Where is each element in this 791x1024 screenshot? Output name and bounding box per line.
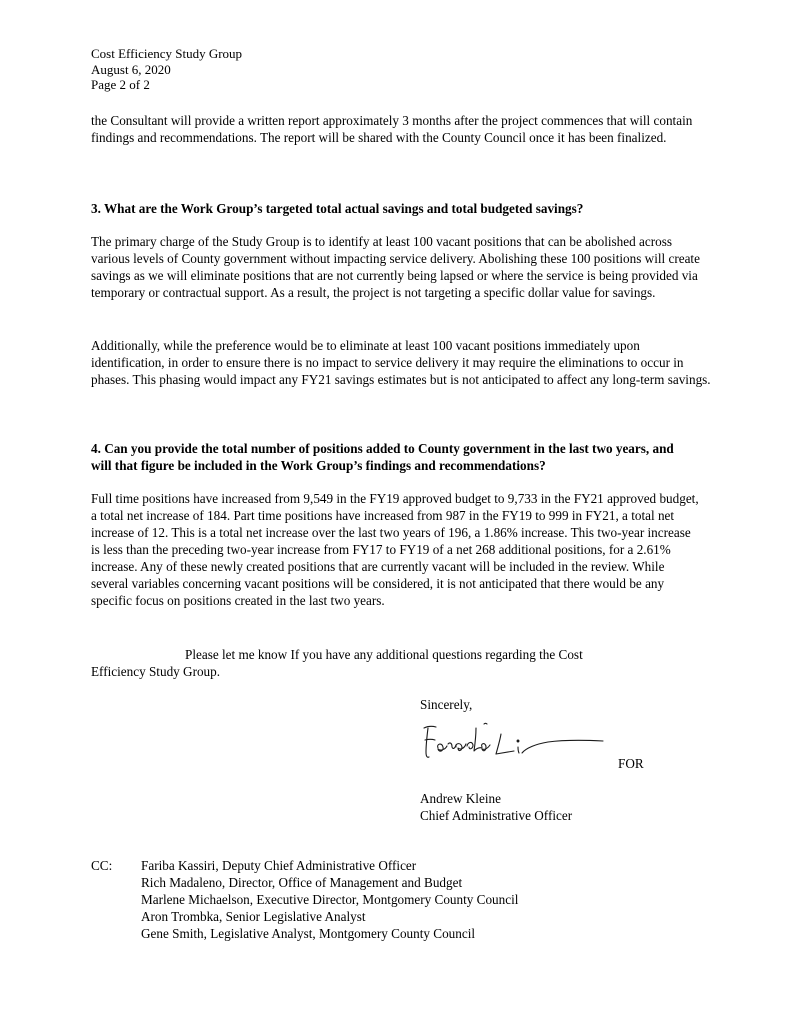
letter-header — [91, 46, 242, 93]
for-label: FOR — [618, 756, 644, 771]
signer-title: Chief Administrative Officer — [420, 808, 573, 823]
cc-recipient: Fariba Kassiri, Deputy Chief Administrative Officer — [141, 858, 417, 873]
closing-block — [91, 646, 711, 680]
signer-name: Andrew Kleine — [420, 791, 501, 806]
cc-recipient: Gene Smith, Legislative Analyst, Montgomery County Council — [141, 926, 476, 941]
header-page-number: Page 2 of 2 — [91, 77, 150, 92]
handwritten-signature — [418, 720, 608, 768]
closing-line-2: Efficiency Study Group. — [91, 664, 221, 679]
question-4-paragraph: Full time positions have increased from 9,549 in the FY19 approved budget to 9,733 in the FY21 approved budget, a total net increase of 184. Part time positions have increased from 987 in the FY19 to 999 in FY21, a total net increase of 12. This is a total net increase over the last two years of 196, a 1.86% increase. This two-year increase is less than the preceding two-year increase from FY17 to FY19 of a net 268 additional positions, for a 2.61% increase. Any of these newly created positions that are currently vacant will be included in the review. While several variables concerning vacant positions will be considered, it is not anticipated that there would be any specific focus on positions created in the last two years. — [91, 491, 699, 608]
question-3-paragraph-2-block — [91, 337, 711, 388]
cc-recipient-list — [141, 857, 518, 942]
intro-paragraph-block — [91, 112, 711, 146]
valediction: Sincerely, — [420, 697, 473, 712]
question-3-heading: 3. What are the Work Group’s targeted total actual savings and total budgeted savings? — [91, 201, 584, 216]
question-4-heading-block — [91, 440, 696, 474]
intro-paragraph: the Consultant will provide a written report approximately 3 months after the project commences that will contain findings and recommendations. The report will be shared with the County Council once it has been finalized. — [91, 113, 693, 145]
question-3-paragraph-2: Additionally, while the preference would be to eliminate at least 100 vacant positions immediately upon identification, in order to ensure there is no impact to service delivery it may require the eliminations to occur in phases. This phasing would impact any FY21 savings estimates but is not anticipated to affect any long-term savings. — [91, 338, 711, 387]
question-3-heading-block — [91, 200, 711, 217]
header-date: August 6, 2020 — [91, 61, 171, 77]
cc-label: CC: — [91, 858, 113, 873]
question-3-paragraph-1: The primary charge of the Study Group is to identify at least 100 vacant positions that can be abolished across various levels of County government without impacting service delivery. Abolishing these 100 positions will create savings as we will eliminate positions that are not currently being lapsed or where the service is being provided via temporary or contractual support. As a result, the project is not targeting a specific dollar value for savings. — [91, 234, 700, 300]
question-4-paragraph-block — [91, 490, 699, 609]
closing-line-1: Please let me know If you have any additional questions regarding the Cost — [185, 647, 583, 662]
header-recipient: Cost Efficiency Study Group — [91, 46, 243, 61]
question-3-paragraph-1-block — [91, 233, 711, 301]
cc-recipient: Aron Trombka, Senior Legislative Analyst — [141, 909, 366, 924]
question-4-heading: 4. Can you provide the total number of positions added to County government in the last two years, and will that figure be included in the Work Group’s findings and recommendations? — [91, 441, 674, 473]
cc-recipient: Rich Madaleno, Director, Office of Management and Budget — [141, 875, 463, 890]
cc-recipient: Marlene Michaelson, Executive Director, Montgomery County Council — [141, 892, 519, 907]
